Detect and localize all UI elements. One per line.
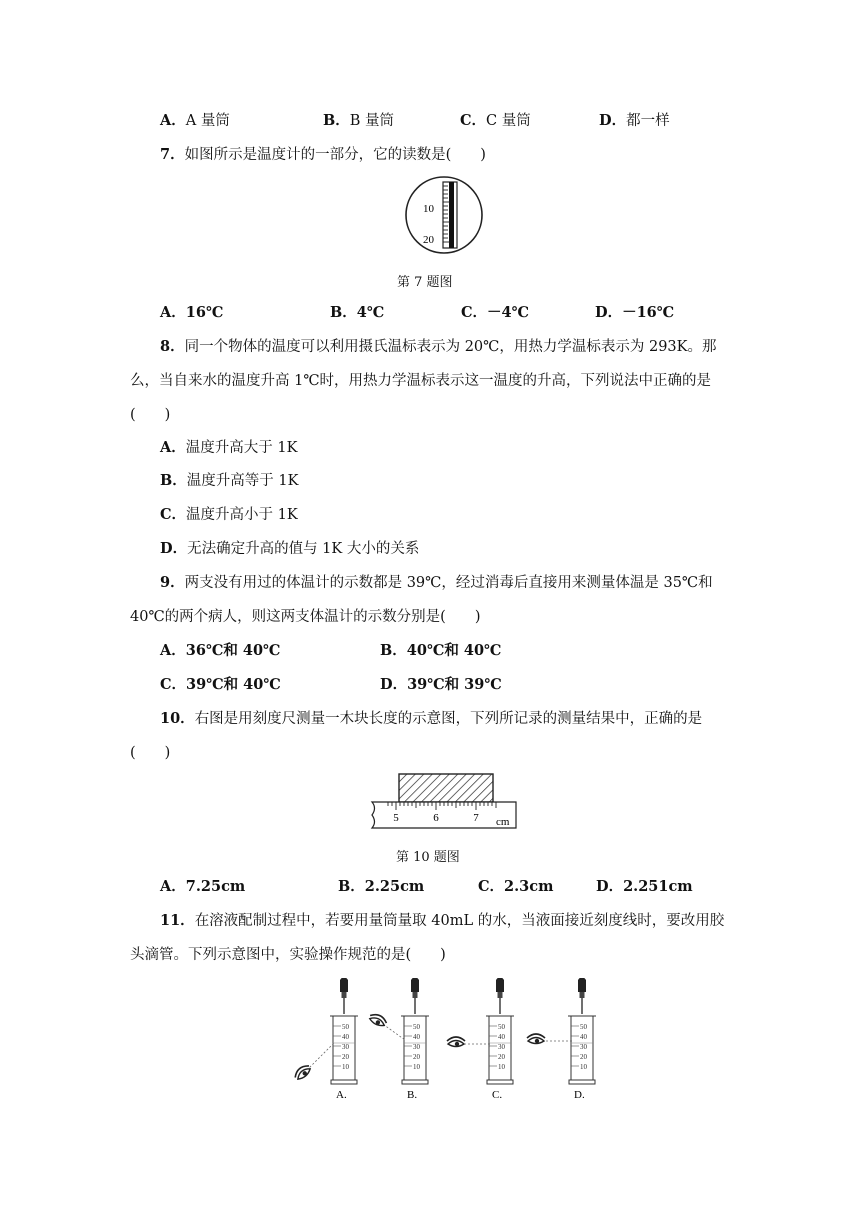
question-text: 如图所示是温度计的一部分，它的读数是( ) <box>184 147 486 163</box>
option-text: 40℃和 40℃ <box>406 642 502 659</box>
tick-label: 20 <box>423 234 434 246</box>
q8-stem-line3: ( ) <box>130 407 171 423</box>
scale-label: 40 <box>580 1033 587 1041</box>
q6-option-c <box>460 111 531 131</box>
option-letter: A． <box>160 112 186 129</box>
option-text: 39℃和 40℃ <box>186 676 281 693</box>
q8-option-d <box>160 539 419 559</box>
q7-stem <box>160 145 486 165</box>
q9-stem-line2: 40℃的两个病人，则这两支体温计的示数分别是( ) <box>130 609 481 625</box>
q9-option-c <box>160 675 281 695</box>
q9-option-a <box>160 641 280 661</box>
option-letter: B． <box>338 878 365 895</box>
scale-label: 10 <box>342 1063 349 1071</box>
scale-label: 40 <box>342 1033 349 1041</box>
option-text: 16℃ <box>185 304 224 321</box>
option-text: －4℃ <box>487 304 530 321</box>
option-letter: D． <box>595 304 623 321</box>
option-label: C. <box>492 1089 503 1101</box>
cylinder-b <box>368 978 429 1101</box>
wood-block <box>399 774 493 802</box>
option-text: 无法确定升高的值与 1K 大小的关系 <box>187 541 420 557</box>
option-letter: C． <box>160 506 187 523</box>
q10-option-a <box>160 877 245 897</box>
option-letter: C． <box>160 676 187 693</box>
option-text: 39℃和 39℃ <box>407 676 502 693</box>
tick-label: 6 <box>433 812 439 824</box>
scale-label: 40 <box>498 1033 505 1041</box>
option-text: 2.25cm <box>364 878 425 895</box>
q9-stem-line1 <box>160 573 713 593</box>
ruler-figure <box>368 770 520 836</box>
q6-option-a <box>160 111 230 131</box>
q6-option-d <box>599 111 670 131</box>
question-number: 7． <box>160 146 185 163</box>
scale-label: 50 <box>498 1023 505 1031</box>
q10-stem-line1 <box>160 709 702 729</box>
cylinder-a <box>293 978 358 1101</box>
eye-icon <box>527 1034 545 1044</box>
q8-option-a <box>160 438 297 458</box>
graduated-cylinder-figure <box>292 978 602 1102</box>
unit-label: cm <box>496 816 510 828</box>
option-text: 7.25cm <box>185 878 246 895</box>
option-letter: A． <box>160 304 186 321</box>
option-letter: D． <box>599 112 627 129</box>
q8-option-b <box>160 471 298 491</box>
option-text: 36℃和 40℃ <box>185 642 281 659</box>
option-letter: B． <box>380 642 407 659</box>
option-letter: D． <box>596 878 624 895</box>
scale-label: 10 <box>498 1063 505 1071</box>
q9-option-d <box>380 675 502 695</box>
q7-option-c <box>461 303 529 323</box>
tick-label: 5 <box>393 812 399 824</box>
option-letter: C． <box>460 112 487 129</box>
question-number: 11． <box>160 912 195 929</box>
scale-label: 30 <box>413 1043 420 1051</box>
option-letter: A． <box>160 642 186 659</box>
option-letter: B． <box>330 304 357 321</box>
question-text: 右图是用刻度尺测量一木块长度的示意图，下列所记录的测量结果中，正确的是 <box>194 711 703 727</box>
scale-label: 50 <box>342 1023 349 1031</box>
q10-option-b <box>338 877 424 897</box>
option-letter: C． <box>461 304 488 321</box>
question-text: 在溶液配制过程中，若要用量筒量取 40mL 的水，当液面接近刻度线时，要改用胶 <box>194 913 725 929</box>
question-number: 9． <box>160 574 185 591</box>
q7-option-b <box>330 303 384 323</box>
cylinder-d <box>527 978 596 1101</box>
cylinder-c <box>447 978 514 1101</box>
option-label: A. <box>336 1089 347 1101</box>
scale-label: 10 <box>580 1063 587 1071</box>
scale-label: 30 <box>342 1043 349 1051</box>
option-letter: C． <box>478 878 505 895</box>
scale-label: 20 <box>413 1053 420 1061</box>
question-text: 同一个物体的温度可以利用摄氏温标表示为 20℃，用热力学温标表示为 293K。那 <box>184 339 717 355</box>
option-text: 都一样 <box>626 113 670 129</box>
option-text: 4℃ <box>356 304 385 321</box>
scale-label: 50 <box>413 1023 420 1031</box>
option-text: 温度升高大于 1K <box>185 440 298 456</box>
option-letter: A． <box>160 439 186 456</box>
option-text: C 量筒 <box>486 113 531 129</box>
q7-option-a <box>160 303 223 323</box>
eye-icon <box>368 1012 388 1028</box>
eye-icon <box>447 1037 465 1047</box>
q10-option-d <box>596 877 693 897</box>
q10-caption: 第 10 题图 <box>396 850 460 865</box>
q11-stem-line2: 头滴管。下列示意图中，实验操作规范的是( ) <box>130 947 446 963</box>
thermometer-figure <box>403 174 485 256</box>
option-label: D. <box>574 1089 585 1101</box>
question-number: 10． <box>160 710 195 727</box>
tick-label: 7 <box>473 812 479 824</box>
eye-icon <box>293 1063 313 1082</box>
scale-label: 30 <box>498 1043 505 1051</box>
scale-label: 40 <box>413 1033 420 1041</box>
option-text: 2.3cm <box>504 878 554 895</box>
scale-label: 20 <box>580 1053 587 1061</box>
scale-label: 20 <box>498 1053 505 1061</box>
q7-option-d <box>595 303 674 323</box>
q8-stem-line2: 么，当自来水的温度升高 1℃时，用热力学温标表示这一温度的升高，下列说法中正确的是 <box>130 373 712 389</box>
option-label: B. <box>407 1089 418 1101</box>
scale-label: 10 <box>413 1063 420 1071</box>
option-letter: A． <box>160 878 186 895</box>
option-text: 温度升高等于 1K <box>186 473 299 489</box>
q6-option-b <box>323 111 394 131</box>
q8-stem-line1 <box>160 337 717 357</box>
option-letter: B． <box>323 112 350 129</box>
q10-stem-line2: ( ) <box>130 745 171 761</box>
q10-option-c <box>478 877 553 897</box>
scale-label: 20 <box>342 1053 349 1061</box>
option-text: －16℃ <box>622 304 675 321</box>
option-text: A 量筒 <box>185 113 230 129</box>
thermometer-tube <box>443 182 457 248</box>
question-number: 8． <box>160 338 185 355</box>
option-text: 温度升高小于 1K <box>186 507 298 523</box>
option-letter: D． <box>160 540 188 557</box>
q9-option-b <box>380 641 501 661</box>
q7-caption: 第 7 题图 <box>397 275 453 290</box>
q8-option-c <box>160 505 298 525</box>
scale-label: 50 <box>580 1023 587 1031</box>
option-text: B 量筒 <box>349 113 395 129</box>
option-text: 2.251cm <box>623 878 693 895</box>
question-text: 两支没有用过的体温计的示数都是 39℃，经过消毒后直接用来测量体温是 35℃和 <box>184 575 713 591</box>
tick-label: 10 <box>423 203 434 215</box>
q11-stem-line1 <box>160 911 724 931</box>
option-letter: B． <box>160 472 187 489</box>
option-letter: D． <box>380 676 408 693</box>
scale-label: 30 <box>580 1043 587 1051</box>
